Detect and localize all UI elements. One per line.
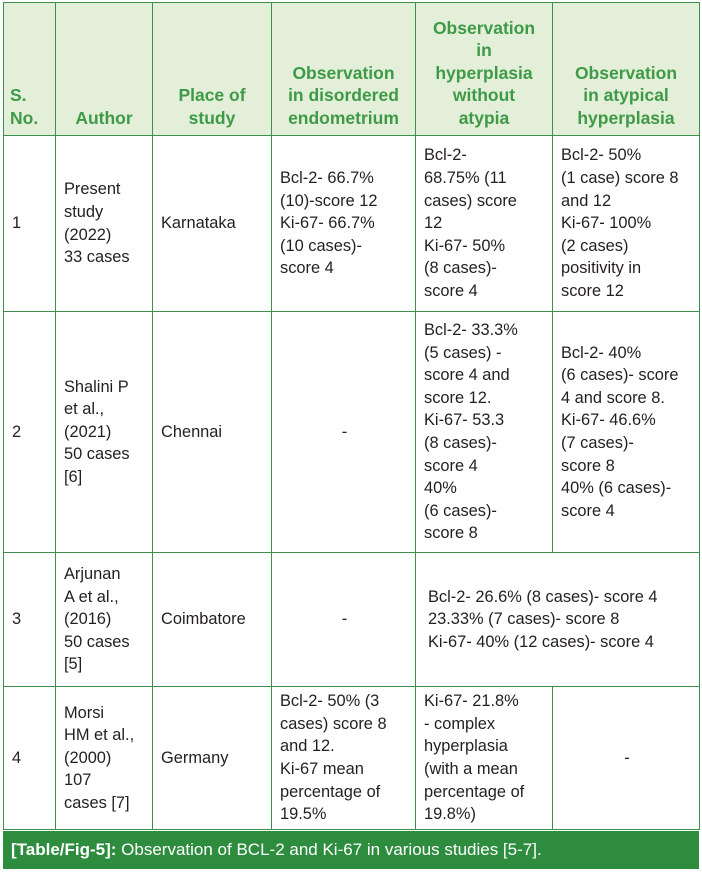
- text-line: score 12: [561, 281, 624, 300]
- cell-author: [56, 553, 153, 687]
- figure-caption: [3, 831, 699, 869]
- table-figure: [3, 2, 699, 869]
- cell-disordered: [272, 312, 416, 553]
- text-line: - complex: [424, 714, 496, 733]
- text-line: Ki-67- 53.3: [424, 411, 505, 430]
- text-line: (10)-score 12: [280, 191, 378, 210]
- text-line: Bcl-2-: [424, 146, 467, 165]
- text-line: (2000): [64, 748, 112, 767]
- text-line: Bcl-2- 33.3%: [424, 321, 518, 340]
- text-line: Author: [75, 107, 133, 128]
- text-line: S.: [10, 85, 27, 105]
- text-line: study: [64, 202, 104, 221]
- cell-without-atypia: [416, 136, 553, 312]
- text-line: Ki-67- 40% (12 cases)- score 4: [428, 632, 654, 651]
- text-line: Ki-67- 46.6%: [561, 411, 656, 430]
- text-line: hyperplasia: [577, 107, 675, 128]
- text-line: positivity in: [561, 259, 642, 278]
- text-line: 23.33% (7 cases)- score 8: [428, 610, 620, 629]
- text-line: (6 cases)-: [424, 501, 497, 520]
- text-line: No.: [10, 107, 39, 128]
- text-line: and 12: [561, 191, 612, 210]
- text-line: study: [188, 107, 236, 128]
- text-line: in disordered: [288, 85, 399, 105]
- text-line: Present: [64, 180, 121, 199]
- text-line: (7 cases)-: [561, 434, 634, 452]
- text-line: (with a mean: [424, 760, 518, 778]
- text-line: A et al.,: [64, 587, 119, 606]
- cell-without-atypia: [416, 312, 553, 553]
- text-line: score 4: [424, 456, 478, 475]
- cell-disordered: [272, 136, 416, 312]
- text-line: hyperplasia: [435, 62, 533, 83]
- text-line: score 4: [424, 281, 478, 300]
- text-line: percentage of: [424, 782, 525, 801]
- header-author: [56, 3, 153, 136]
- text-line: -: [341, 610, 348, 629]
- text-line: (10 cases)-: [280, 236, 362, 255]
- text-line: score 4 and: [424, 366, 510, 385]
- text-line: 107: [64, 771, 92, 790]
- text-line: Bcl-2- 50% (3: [280, 692, 380, 711]
- text-line: 68.75% (11: [424, 169, 507, 188]
- text-line: -: [341, 422, 348, 441]
- cell-atypical: [553, 312, 700, 553]
- text-line: (2 cases): [561, 236, 629, 255]
- text-line: score 8: [561, 456, 615, 475]
- text-line: Bcl-2- 26.6% (8 cases)- score 4: [428, 587, 658, 606]
- text-line: HM et al.,: [64, 726, 135, 745]
- cell-place: Germany: [153, 687, 272, 830]
- text-line: -: [624, 748, 630, 767]
- text-line: 33 cases: [64, 248, 130, 267]
- text-line: score 4: [280, 259, 334, 278]
- cell-place: Coimbatore: [153, 553, 272, 687]
- text-line: score 8: [424, 524, 478, 543]
- text-line: Ki-67 mean: [280, 760, 364, 778]
- text-line: Bcl-2- 50%: [561, 146, 642, 165]
- cell-author: [56, 687, 153, 830]
- table-row: [4, 312, 700, 553]
- text-line: et al.,: [64, 400, 105, 419]
- cell-disordered: [272, 553, 416, 687]
- text-line: 40% (6 cases)-: [561, 479, 672, 498]
- cell-hyperplasia-merged: [416, 553, 700, 687]
- text-line: (2022): [64, 225, 112, 244]
- text-line: [5]: [64, 655, 83, 674]
- cell-sno: 4: [4, 687, 56, 830]
- text-line: hyperplasia: [424, 737, 508, 756]
- text-line: percentage of: [280, 782, 381, 801]
- cell-without-atypia: [416, 687, 553, 830]
- text-line: (2016): [64, 610, 112, 629]
- text-line: (2021): [64, 422, 112, 441]
- header-disordered: [272, 3, 416, 136]
- text-line: in: [476, 40, 492, 60]
- text-line: cases [7]: [64, 793, 130, 812]
- text-line: [6]: [64, 467, 83, 486]
- cell-place: Chennai: [153, 312, 272, 553]
- table-row: [4, 687, 700, 830]
- text-line: Observation: [574, 62, 678, 83]
- text-line: 19.8%): [424, 805, 476, 824]
- text-line: 50 cases: [64, 445, 130, 464]
- text-line: and 12.: [280, 737, 335, 756]
- cell-sno: 2: [4, 312, 56, 553]
- text-line: 40%: [424, 479, 457, 498]
- text-line: atypia: [458, 107, 510, 128]
- cell-author: [56, 136, 153, 312]
- caption-label: [Table/Fig-5]:: [11, 840, 117, 859]
- text-line: Ki-67- 100%: [561, 214, 652, 233]
- text-line: Bcl-2- 66.7%: [280, 169, 374, 188]
- header-row: [4, 3, 700, 136]
- text-line: 4 and score 8.: [561, 388, 665, 407]
- text-line: Arjunan: [64, 565, 121, 584]
- text-line: Observation: [292, 62, 395, 83]
- text-line: Ki-67- 50%: [424, 236, 506, 255]
- cell-sno: 3: [4, 553, 56, 687]
- text-line: Place of: [178, 85, 246, 105]
- text-line: (1 case) score 8: [561, 169, 679, 188]
- cell-atypical: [553, 136, 700, 312]
- text-line: (8 cases)-: [424, 434, 497, 452]
- cell-author: [56, 312, 153, 553]
- text-line: (5 cases) -: [424, 343, 502, 362]
- text-line: Bcl-2- 40%: [561, 343, 642, 362]
- text-line: cases) score: [424, 191, 517, 210]
- header-sno: [4, 3, 56, 136]
- caption-text: Observation of BCL-2 and Ki-67 in various studies [5-7].: [116, 840, 542, 859]
- header-without-atypia: [416, 3, 553, 136]
- cell-place: Karnataka: [153, 136, 272, 312]
- text-line: without: [452, 85, 516, 105]
- cell-disordered: [272, 687, 416, 830]
- cell-sno: 1: [4, 136, 56, 312]
- table-row: [4, 136, 700, 312]
- header-place: [153, 3, 272, 136]
- text-line: endometrium: [288, 107, 399, 128]
- text-line: (8 cases)-: [424, 259, 497, 278]
- text-line: score 4: [561, 501, 615, 520]
- text-line: 50 cases: [64, 632, 130, 651]
- text-line: in atypical: [583, 85, 669, 105]
- text-line: 19.5%: [280, 805, 327, 824]
- text-line: Morsi: [64, 703, 105, 722]
- text-line: Observation: [432, 17, 536, 38]
- table-row: [4, 553, 700, 687]
- text-line: (6 cases)- score: [561, 366, 679, 385]
- text-line: score 12.: [424, 388, 492, 407]
- text-line: Shalini P: [64, 377, 129, 396]
- text-line: 12: [424, 214, 443, 233]
- header-atypical: [553, 3, 700, 136]
- text-line: cases) score 8: [280, 714, 387, 733]
- cell-atypical: [553, 687, 700, 830]
- text-line: Ki-67- 66.7%: [280, 214, 375, 233]
- observation-table: [3, 2, 700, 830]
- text-line: Ki-67- 21.8%: [424, 692, 519, 711]
